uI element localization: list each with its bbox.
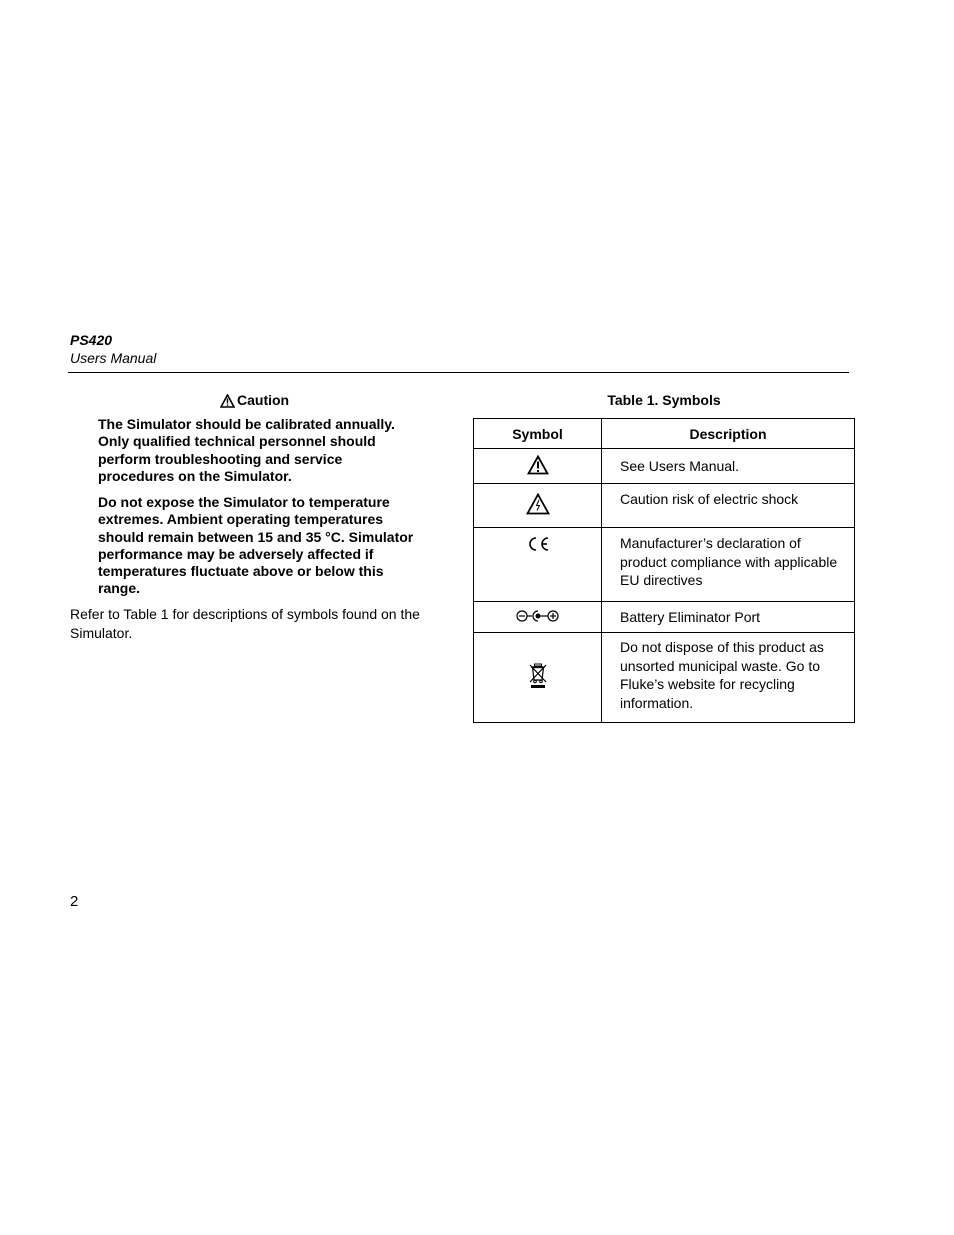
battery-eliminator-polarity-icon <box>516 609 560 623</box>
page-number: 2 <box>70 893 79 910</box>
refer-text: Refer to Table 1 for descriptions of symbols found on the Simulator. <box>70 606 420 641</box>
description-column-header: Description <box>602 419 855 449</box>
table-title: Table 1. Symbols <box>607 392 721 408</box>
caution-paragraph-2: Do not expose the Simulator to temperature extremes. Ambient operating temperatures should remain between 15 and 35 °C. Simulator performance may be adversely affected if temperatures fluctuate above or below this range. <box>98 494 414 597</box>
caution-paragraph-1: The Simulator should be calibrated annually. Only qualified technical personnel should perform troubleshooting and service procedures on the Simulator. <box>98 416 395 484</box>
caution-heading <box>220 392 289 409</box>
table-row <box>474 602 855 633</box>
shock-triangle-icon <box>526 493 550 515</box>
symbol-description: Manufacturer’s declaration of product compliance with applicable EU directives <box>602 528 855 602</box>
symbol-description: Battery Eliminator Port <box>602 602 855 633</box>
warning-triangle-icon <box>527 455 549 475</box>
symbol-description: Caution risk of electric shock <box>602 484 855 528</box>
symbol-description: See Users Manual. <box>602 449 855 484</box>
table-row <box>474 528 855 602</box>
ce-mark-icon <box>526 536 550 552</box>
symbols-table <box>473 418 855 723</box>
symbol-column-header: Symbol <box>474 419 602 449</box>
table-row <box>474 484 855 528</box>
warning-triangle-icon <box>220 394 235 408</box>
weee-bin-icon <box>529 662 547 690</box>
table-row <box>474 633 855 723</box>
table-row <box>474 449 855 484</box>
table-header-row <box>474 419 855 449</box>
caution-title: Caution <box>237 392 290 408</box>
symbol-description: Do not dispose of this product as unsorted municipal waste. Go to Fluke’s website for recycling information. <box>602 633 855 723</box>
manual-name: Users Manual <box>70 350 157 366</box>
product-name: PS420 <box>70 332 113 348</box>
header-rule <box>68 372 849 373</box>
page-header <box>70 331 156 367</box>
